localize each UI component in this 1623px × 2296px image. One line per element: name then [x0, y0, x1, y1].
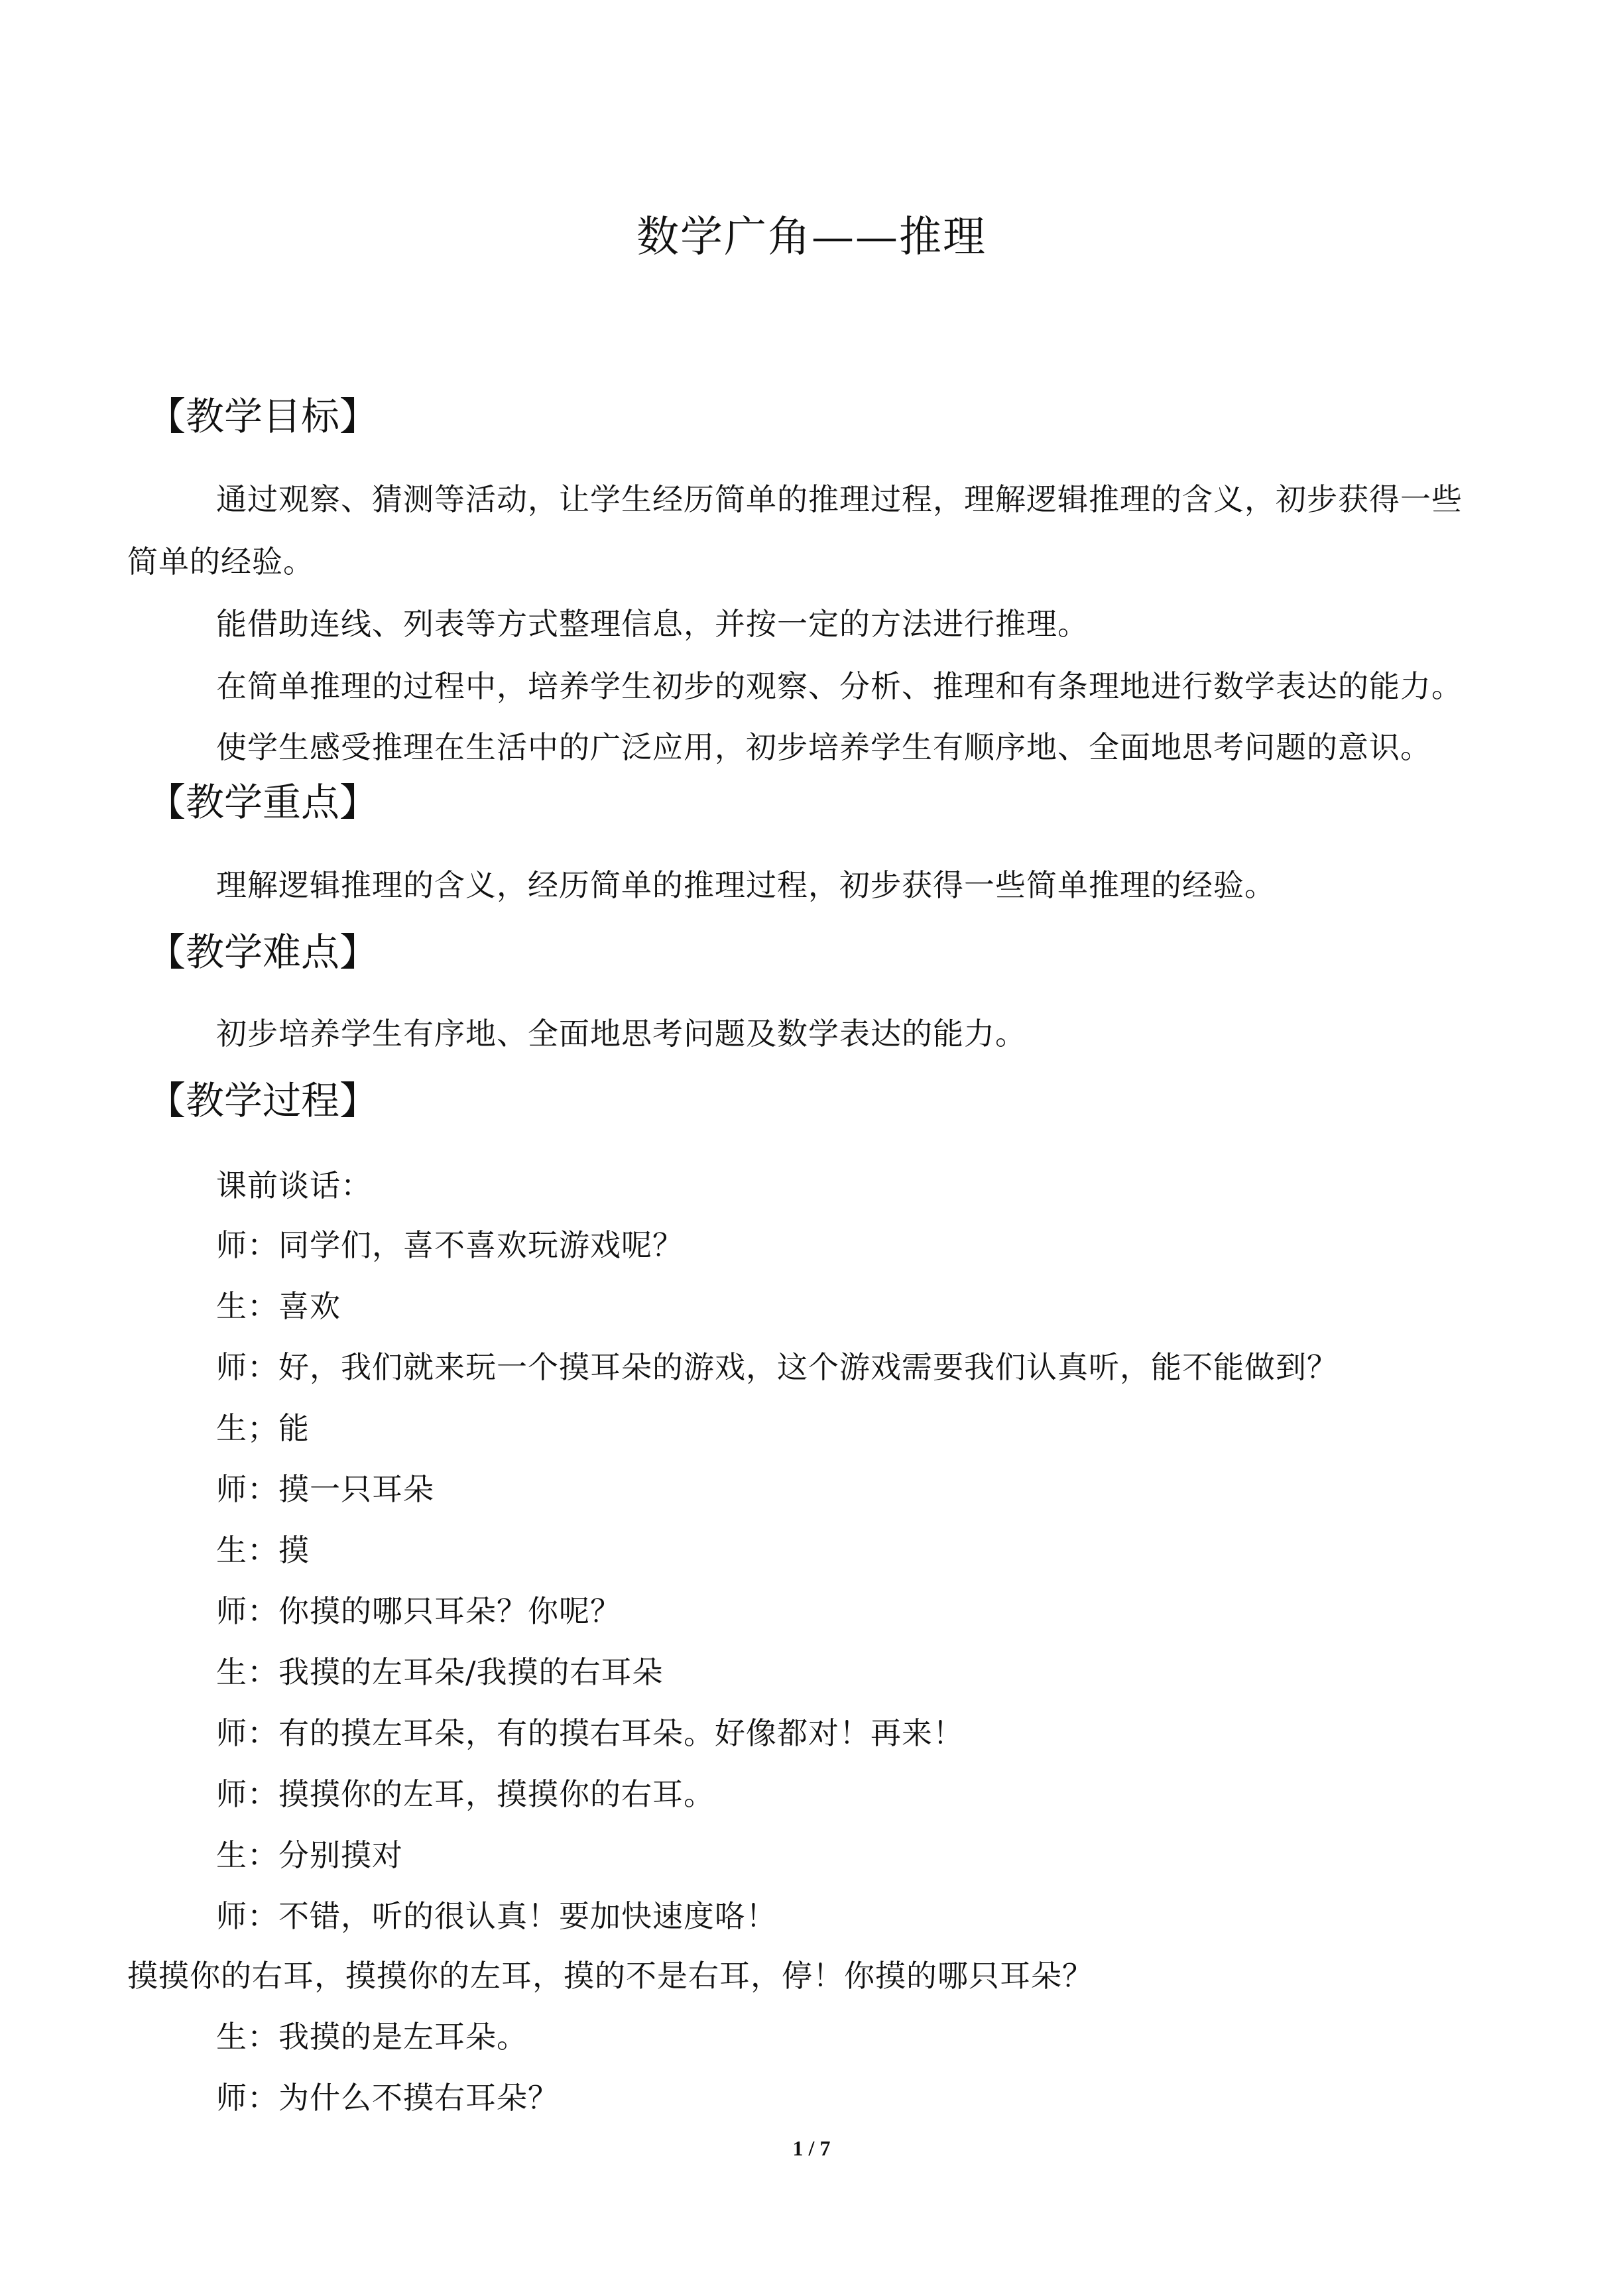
dialogue-line: 师：你摸的哪只耳朵？你呢？ [216, 1593, 621, 1629]
dialogue-line: 师：摸摸你的左耳，摸摸你的右耳。 [216, 1776, 715, 1812]
dialogue-line: 生：分别摸对 [216, 1837, 403, 1873]
difficulties-paragraph: 初步培养学生有序地、全面地思考问题及数学表达的能力。 [216, 1016, 1026, 1052]
dialogue-line: 师：有的摸左耳朵，有的摸右耳朵。好像都对！再来！ [216, 1715, 964, 1751]
key-points-paragraph: 理解逻辑推理的含义，经历简单的推理过程，初步获得一些简单推理的经验。 [216, 867, 1276, 903]
dialogue-line: 师：同学们，喜不喜欢玩游戏呢？ [216, 1227, 684, 1263]
dialogue-line: 师：不错，听的很认真！要加快速度咯！ [216, 1898, 777, 1934]
dialogue-line: 师：为什么不摸右耳朵？ [216, 2080, 559, 2116]
page-number: 1 / 7 [792, 2136, 831, 2160]
section-heading-objectives: 【教学目标】 [147, 394, 379, 439]
section-heading-process: 【教学过程】 [147, 1078, 379, 1123]
objectives-paragraph-3: 在简单推理的过程中，培养学生初步的观察、分析、推理和有条理地进行数学表达的能力。 [216, 668, 1463, 704]
objectives-paragraph-1: 通过观察、猜测等活动，让学生经历简单的推理过程，理解逻辑推理的含义，初步获得一些简单的经验。 [127, 481, 1463, 579]
dialogue-line: 生：喜欢 [216, 1288, 341, 1324]
dialogue-line: 生：摸 [216, 1532, 310, 1568]
section-heading-difficulties: 【教学难点】 [147, 930, 379, 975]
objectives-paragraph-2: 能借助连线、列表等方式整理信息，并按一定的方法进行推理。 [216, 606, 1089, 642]
dialogue-line: 课前谈话： [216, 1168, 372, 1203]
page-title: 数学广角——推理 [636, 213, 987, 262]
dialogue-line: 生：我摸的左耳朵/我摸的右耳朵 [216, 1654, 664, 1690]
section-heading-key-points: 【教学重点】 [147, 780, 379, 825]
dialogue-line: 生；能 [216, 1410, 310, 1446]
dialogue-line: 生：我摸的是左耳朵。 [216, 2019, 528, 2055]
dialogue-line: 师：摸一只耳朵 [216, 1471, 434, 1507]
dialogue-line: 摸摸你的右耳，摸摸你的左耳，摸的不是右耳，停！你摸的哪只耳朵？ [127, 1958, 1093, 1994]
objectives-paragraph-4: 使学生感受推理在生活中的广泛应用，初步培养学生有顺序地、全面地思考问题的意识。 [216, 729, 1431, 765]
dialogue-line: 师：好，我们就来玩一个摸耳朵的游戏，这个游戏需要我们认真听，能不能做到？ [216, 1349, 1338, 1385]
